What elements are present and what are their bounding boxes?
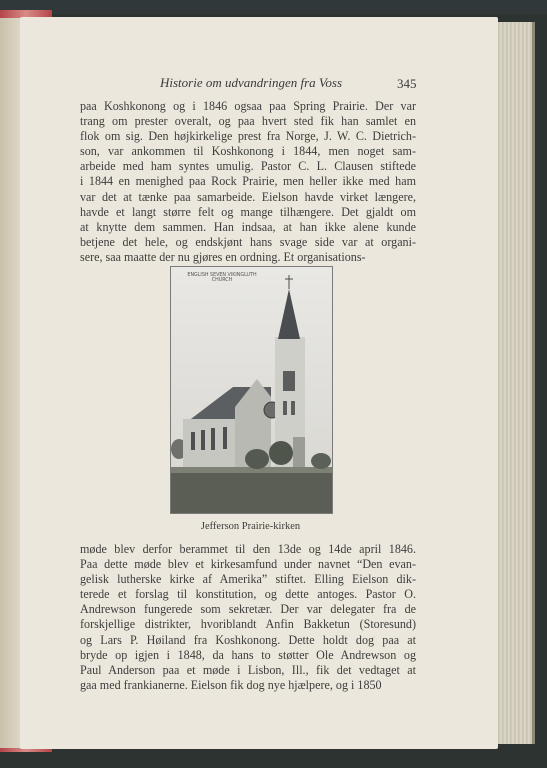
text-line: trang om prester overalt, og paa hvert sted fik han samlet en (80, 114, 416, 129)
photo-inscription: ENGLISH SEVEN VIKINGLUTH CHURCH (187, 273, 257, 283)
text-line: sere, saa maatte der nu gjøres en ordning. Et organisations- (80, 249, 366, 264)
paragraph-top (80, 99, 416, 265)
text-line: bryde op igjen i 1848, da hans to støtter Ole Andrewson og (80, 647, 416, 662)
text-line: møde blev derfor berammet til den 13de og 14de april 1846. (80, 542, 416, 556)
text-line: terede et forslag til konstitution, og dette antoges. Pastor O. (80, 587, 416, 602)
running-title: Historie om udvandringen fra Voss (160, 75, 342, 90)
text-line: forskjellige distrikter, hvoriblandt Anfin Bakketun (Storesund) (80, 617, 416, 632)
text-line: Andrewson fungerede som sekretær. Der var delegater fra de (80, 602, 416, 617)
text-line: arbeide med ham syntes umulig. Pastor C. L. Clausen stiftede (80, 159, 416, 174)
text-line: flok om sig. Den højkirkelige prest fra Norge, J. W. C. Dietrich- (80, 129, 416, 144)
church-photo (171, 267, 332, 513)
text-line: var det at tænke paa samarbeide. Eielson havde virket længere, (80, 189, 416, 204)
church-photo-figure (170, 266, 333, 514)
text-line: betjene det hele, og endskjønt hans svage side var at organi- (80, 234, 416, 249)
page-block-edges (496, 22, 535, 744)
page-number: 345 (397, 76, 417, 91)
text-line: Paa dette møde blev et kirkesamfund under navnet “Den evan- (80, 557, 416, 572)
text-line: havde et langt større felt og mange tilhængere. Det gjaldt om (80, 204, 416, 219)
text-line: Paul Anderson paa et møde i Lisbon, Ill., fik det vedtaget at (80, 662, 416, 677)
text-line: paa Koshkonong og i 1846 ogsaa paa Spring Prairie. Der var (80, 99, 416, 113)
text-line: at knytte dem sammen. Han indsaa, at han ikke alene kunde (80, 219, 416, 234)
text-line: gelisk lutherske kirke af Amerika” stiftet. Elling Eielson dik- (80, 572, 416, 587)
text-line: gaa med frankianerne. Eielson fik dog nye hjælpere, og i 1850 (80, 677, 382, 692)
page-header (0, 75, 547, 93)
paragraph-bottom (80, 542, 416, 693)
text-line: i 1844 en menighed paa Rock Prairie, men heller ikke med ham (80, 174, 416, 189)
text-line: son, var ankommen til Koshkonong i 1844, men noget sam- (80, 144, 416, 159)
book-cover-top (0, 0, 547, 14)
figure-caption: Jefferson Prairie-kirken (200, 521, 301, 532)
text-line: og Lars P. Høiland fra Koshkonong. Dette holdt dog paa at (80, 632, 416, 647)
